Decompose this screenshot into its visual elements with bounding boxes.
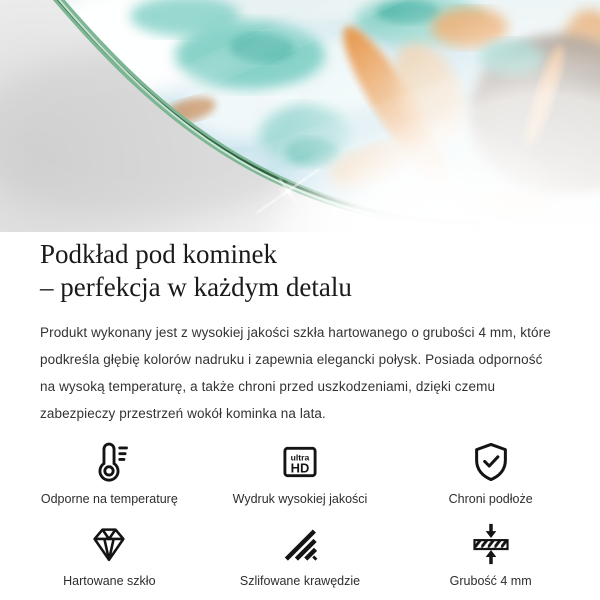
product-description: Produkt wykonany jest z wysokiej jakości szkła hartowanego o grubości 4 mm, które podkreśla głębię kolorów nadruku i zapewnia elegancki połysk. Posiada odporność na wysoką temperaturę, a także chroni przed uszkodzeniami, dzięki czemu zabezpieczy przestrzeń wokół kominka na lata. bbox=[40, 325, 551, 421]
feature-label: Wydruk wysokiej jakości bbox=[232, 492, 368, 506]
title-line-1: Podkład pod kominek bbox=[40, 239, 277, 269]
feature-label: Odporne na temperaturę bbox=[40, 492, 178, 506]
content-section bbox=[0, 232, 600, 427]
diamond-icon bbox=[86, 520, 132, 568]
svg-text:HD: HD bbox=[290, 460, 310, 476]
svg-text:ultra: ultra bbox=[290, 452, 310, 463]
feature-temperature bbox=[14, 438, 205, 506]
feature-label: Szlifowane krawędzie bbox=[239, 574, 361, 588]
page-title bbox=[40, 238, 560, 304]
feature-tempered-glass bbox=[14, 520, 205, 588]
feature-print-quality bbox=[205, 438, 396, 506]
glass-pad-photo bbox=[0, 0, 600, 232]
title-line-2: – perfekcja w każdym detalu bbox=[40, 272, 352, 302]
hero-image bbox=[0, 0, 600, 232]
features-grid bbox=[0, 438, 600, 588]
feature-label: Chroni podłoże bbox=[448, 492, 533, 506]
feature-label: Hartowane szkło bbox=[63, 574, 156, 588]
beveled-edges-icon bbox=[277, 520, 323, 568]
feature-thickness bbox=[395, 520, 586, 588]
thickness-icon bbox=[468, 520, 514, 568]
feature-protects-floor bbox=[395, 438, 586, 506]
thermometer-icon bbox=[86, 438, 132, 486]
feature-label: Grubość 4 mm bbox=[449, 574, 532, 588]
feature-polished-edges bbox=[205, 520, 396, 588]
shield-check-icon bbox=[468, 438, 514, 486]
ultra-hd-icon bbox=[277, 438, 323, 486]
